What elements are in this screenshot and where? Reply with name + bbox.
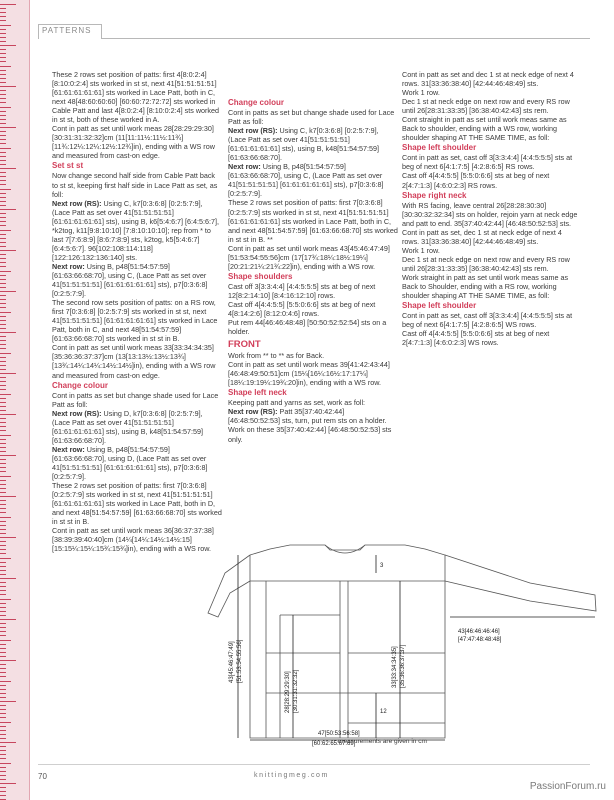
ruler-tick [0, 37, 6, 38]
ruler-tick [0, 152, 6, 153]
ruler-tick [0, 545, 6, 546]
ruler-tick [0, 521, 6, 522]
diagram-caption: measurements are given in cm [338, 738, 427, 745]
ruler-tick [0, 213, 6, 214]
ruler-tick [0, 553, 6, 554]
ruler-tick [0, 16, 6, 17]
ruler-tick [0, 271, 11, 272]
paragraph [52, 445, 222, 481]
ruler-tick [0, 250, 16, 251]
ruler-tick [0, 787, 6, 788]
ruler-tick [0, 176, 6, 177]
row-label: Next row (RS): [52, 408, 102, 418]
ruler-tick [0, 156, 6, 157]
ruler-tick [0, 205, 6, 206]
row-label: Next row: [52, 261, 85, 271]
ruler-tick [0, 230, 11, 231]
watermark: PassionForum.ru [529, 781, 606, 792]
ruler-tick [0, 672, 6, 673]
ruler-tick [0, 107, 11, 108]
ruler-tick [0, 599, 11, 600]
ruler-tick [0, 406, 6, 407]
ruler-tick [0, 78, 6, 79]
dim-width-b: [60:62:65:67:69] [312, 741, 356, 747]
paragraph-text: Using C, k7[0:3:6:8] [0:2:5:7:9], (Lace Patt as set over 41[51:51:51:51] [61:61:61:61:61] sts), using B, k6[5:4:6:7] [6:4:5:6:7], *k2tog, k11[9:8:10:10] [7:8:10:10:10]; rep from * to last 7[7:6:8:9] [8:6:7:8:9] sts, k2tog, k5[5:4:6:7] [6:4:5:6:7]. 96[102:108:114:118] [122:126:132:136:140] sts. [52, 198, 220, 262]
ruler-tick [0, 619, 16, 620]
ruler-tick [0, 49, 6, 50]
section-heading: Shape right neck [402, 190, 467, 200]
ruler-tick [0, 143, 6, 144]
ruler-tick [0, 594, 6, 595]
ruler-tick [0, 713, 6, 714]
ruler-tick [0, 283, 6, 284]
dim-width-a: 47[50:53:56:58] [318, 731, 360, 737]
ruler-tick [0, 443, 6, 444]
ruler-tick [0, 578, 16, 579]
ruler-tick [0, 451, 6, 452]
ruler-tick [0, 566, 6, 567]
ruler-tick [0, 102, 6, 103]
ruler-tick [0, 533, 6, 534]
ruler-tick [0, 377, 6, 378]
ruler-tick [0, 8, 6, 9]
ruler-tick [0, 734, 6, 735]
ruler-tick [0, 94, 6, 95]
paragraph: With RS facing, leave central 26[28:28:30:30] [30:30:32:32:34] sts on holder, rejoin yarn at neck edge and patt to end. 35[37:40:42:44] [46:48:50:52:53] sts. [402, 200, 578, 228]
ruler-tick [0, 660, 16, 661]
section-heading: Shape left neck [228, 388, 287, 398]
paragraph [52, 262, 222, 298]
paragraph: Dec 1 st at neck edge on next row and every RS row until 26[28:31:33:35] [36:38:40:42:43] sts rem. [402, 254, 570, 273]
paragraph: Work from ** to ** as for Back. [228, 351, 325, 361]
ruler-tick [0, 484, 6, 485]
section-heading: Shape left shoulder [402, 143, 477, 153]
paragraph-text: Patt 35[37:40:42:44] [46:48:50:52:53] sts, turn, put rem sts on a holder. Work on these 35[37:40:42:44] [46:48:50:52:53] sts only. [228, 407, 392, 444]
ruler-tick [0, 82, 6, 83]
ruler-tick [0, 172, 6, 173]
ruler-tick [0, 254, 6, 255]
ruler-tick [0, 471, 6, 472]
row-label: Next row (RS): [228, 126, 278, 136]
ruler-tick [0, 496, 16, 497]
paragraph: Work 1 row. [402, 245, 440, 255]
ruler-tick [0, 275, 6, 276]
ruler-tick [0, 779, 6, 780]
ruler-tick [0, 86, 16, 87]
ruler-tick [0, 631, 6, 632]
ruler-tick [0, 385, 6, 386]
paragraph: Work 1 row. [402, 88, 440, 98]
ruler-tick [0, 726, 6, 727]
ruler-tick [0, 221, 6, 222]
schematic-diagram [200, 533, 614, 747]
ruler-tick [0, 127, 16, 128]
ruler-tick [0, 644, 6, 645]
ruler-tick [0, 348, 6, 349]
text-column-3 [402, 70, 578, 347]
ruler-tick [0, 266, 6, 267]
paragraph-text: Using C, k7[0:3:6:8] [0:2:5:7:9], (Lace Patt as set over 41[51:51:51:51] [61:61:61:61:61] sts), using B, k48[51:54:57:59] [61:63:66:68:70]. [228, 126, 380, 163]
ruler-tick [0, 504, 6, 505]
paragraph-text: Using D, k7[0:3:6:8] [0:2:5:7:9], (Lace Patt as set over 41[51:51:51:51] [61:61:61:61:61] sts), using B, k48[51:54:57:59] [61:63:66:68:70]. [52, 408, 204, 445]
ruler-tick [0, 344, 6, 345]
ruler-tick [0, 767, 6, 768]
ruler-tick [0, 61, 6, 62]
ruler-tick [0, 549, 6, 550]
ruler-tick [0, 131, 6, 132]
paragraph-text: Using B, p48[51:54:57:59] [61:63:66:68:70], using D, (Lace Patt as set over 41[51:51:51:51] [61:61:61:61:61] sts), p7[0:3:6:8] [0:2:5:7:9]. [52, 444, 208, 481]
text-column-2 [228, 97, 398, 444]
ruler-tick [0, 701, 16, 702]
ruler-tick [0, 389, 6, 390]
ruler-tick [0, 66, 11, 67]
paragraph: Keeping patt and yarns as set, work as foll: [228, 398, 366, 408]
paragraph: Cont in patt as set until work meas 28[28:29:29:30] [30:31:31:32:32]cm (11[11:11½:11½:11¾] [11¾:12¼:12¼:12½:12¾]in), ending with a WS row and measured from cast-on edge. [52, 124, 215, 161]
ruler-tick [0, 705, 6, 706]
paragraph-text: Using B, p48[51:54:57:59] [61:63:66:68:70], using C, (Lace Patt as set over 41[51:51:51:51] [61:61:61:61:61] sts), p7[0:3:6:8] [0:2:5:7:9]. [52, 261, 208, 299]
dim-small-bottom: 12 [380, 709, 387, 715]
ruler-tick [0, 414, 16, 415]
ruler-tick [0, 135, 6, 136]
ruler-tick [0, 365, 6, 366]
paragraph: Cast off 4[4:4:5:5] [5:5:0:6:6] sts at beg of next 2[4:7:1:3] [4:6:0:2:3] WS rows. [402, 329, 550, 348]
ruler-tick [0, 238, 6, 239]
ruler-tick [0, 217, 6, 218]
paragraph: Put rem 44[46:46:48:48] [50:50:52:52:54] sts on a holder. [228, 318, 387, 337]
footer-rule [38, 764, 590, 765]
ruler-tick [0, 295, 6, 296]
ruler-tick [0, 234, 6, 235]
ruler-tick [0, 754, 6, 755]
paragraph: Now change second half side from Cable Patt back to st st, keeping first half side in Lace Patt as set, as foll: [52, 171, 218, 199]
ruler-tick [0, 246, 6, 247]
ruler-tick [0, 447, 6, 448]
ruler-tick [0, 750, 6, 751]
ruler-tick [0, 648, 6, 649]
section-heading: Change colour [52, 380, 109, 390]
ruler-tick [0, 681, 11, 682]
ruler-tick [0, 139, 6, 140]
ruler-tick [0, 361, 6, 362]
dim-left-height-b: [51:53:54:55:56] [237, 639, 243, 683]
paragraph [52, 199, 222, 262]
ruler-tick [0, 738, 6, 739]
paragraph: Cont in patt as set until work meas 43[45:46:47:49] [51:53:54:55:56]cm (17[17¾:18¼:18½:19¼] [20:21:21¼:21¾:22]in), ending with a WS row. [228, 243, 390, 271]
ruler-tick [0, 168, 16, 169]
page-number: 70 [38, 772, 47, 781]
ruler-tick [0, 357, 6, 358]
ruler-tick [0, 771, 6, 772]
section-heading: Shape shoulders [228, 271, 293, 281]
ruler-tick [0, 582, 6, 583]
ruler-tick [0, 709, 6, 710]
ruler-tick [0, 398, 6, 399]
ruler-tick [0, 303, 6, 304]
ruler-tick [0, 197, 6, 198]
paragraph: These 2 rows set position of patts: first 7[0:3:6:8] [0:2:5:7:9] sts worked in st st, next 41[51:51:51:51] [61:61:61:61:61] sts worked in Lace Patt, both in C, and next 48[51:54:57:59] [61:63:66:68:70] sts worked in st st in B. ** [228, 198, 398, 244]
ruler-tick [0, 676, 6, 677]
ruler-tick [0, 180, 6, 181]
ruler-tick [0, 119, 6, 120]
measuring-ruler [0, 0, 30, 800]
dim-sleeve-b: [47:47:48:48:48] [458, 637, 502, 643]
dim-mid-height-b: [35:36:36:37:37] [400, 644, 406, 688]
paragraph: Cont in patt as set and dec 1 st at neck edge of next 4 rows. 31[33:36:38:40] [42:44:46:48:49] sts. [402, 70, 574, 89]
ruler-tick [0, 193, 6, 194]
ruler-tick [0, 730, 6, 731]
ruler-tick [0, 435, 11, 436]
ruler-tick [0, 763, 11, 764]
ruler-tick [0, 512, 6, 513]
body-outline [250, 545, 445, 738]
ruler-tick [0, 328, 6, 329]
paragraph: The second row sets position of patts: on a RS row, first 7[0:3:6:8] [0:2:5:7:9] sts worked in st st, next 41[51:51:51:51] [61:61:61:61:61] sts worked in Lace Patt, both in C, and next 48[51:54:57:59] [61:63:66:68:70] sts worked in st st in B. [52, 298, 218, 344]
paragraph: Cont in patt as set, dec 1 st at neck edge of next 4 rows. 31[33:36:38:40] [42:44:46:48:49] sts. [402, 227, 562, 246]
ruler-tick [0, 279, 6, 280]
ruler-tick [0, 603, 6, 604]
ruler-tick [0, 615, 6, 616]
ruler-tick [0, 184, 6, 185]
ruler-tick [0, 115, 6, 116]
paragraph: Cont in patts as set but change shade used for Lace Patt as foll: [52, 390, 219, 409]
paragraph: Cont in patt as set, cast off 3[3:3:4:4] [4:4:5:5:5] sts at beg of next 6[4:1:7:5] [4:2:8:6:5] WS rows. [402, 311, 573, 330]
dim-small-top: 3 [380, 563, 384, 569]
ruler-tick [0, 656, 6, 657]
ruler-tick [0, 570, 6, 571]
paragraph: Cont in patt as set until work meas 39[41:42:43:44] [46:48:49:50:51]cm (15¼[16¼:16½:17:17¼] [18¼:19:19¼:19¾:20]in), ending with a WS row. [228, 360, 390, 388]
ruler-tick [0, 33, 6, 34]
ruler-tick [0, 291, 16, 292]
paragraph: Work straight in patt as set until work meas same as Back to Shoulder, ending with a RS row, working shoulder shaping AT THE SAME TIME, as foll: [402, 272, 569, 301]
ruler-tick [0, 689, 6, 690]
ruler-tick [0, 90, 6, 91]
ruler-tick [0, 320, 6, 321]
ruler-tick [0, 746, 6, 747]
dim-inner-height-b: [30:31:31:32:32] [293, 669, 299, 713]
ruler-tick [0, 635, 6, 636]
ruler-tick [0, 258, 6, 259]
ruler-tick [0, 455, 16, 456]
ruler-tick [0, 517, 11, 518]
ruler-tick [0, 467, 6, 468]
ruler-tick [0, 332, 16, 333]
ruler-tick [0, 41, 6, 42]
paragraph [228, 407, 398, 443]
dim-left-height-a: 43[45:46:47:49] [229, 641, 235, 683]
ruler-tick [0, 611, 6, 612]
dim-inner-height-a: 28[28:29:29:30] [285, 671, 291, 713]
neck-curve [325, 545, 365, 553]
ruler-tick [0, 693, 6, 694]
paragraph: Dec 1 st at neck edge on next row and every RS row until 26[28:31:33:35] [36:38:40:42:43] sts rem. [402, 97, 570, 116]
ruler-tick [0, 664, 6, 665]
ruler-tick [0, 791, 6, 792]
left-sleeve [208, 555, 250, 617]
ruler-tick [0, 685, 6, 686]
section-heading: Shape left shoulder [402, 301, 477, 311]
ruler-tick [0, 98, 6, 99]
ruler-tick [0, 262, 6, 263]
ruler-tick [0, 459, 6, 460]
paragraph [228, 126, 398, 162]
paragraph: These 2 rows set position of patts: first 4[8:0:2:4] [8:10:0:2:4] sts worked in st st, next 41[51:51:51:51] [61:61:61:61:61] sts worked in Lace Patt, both in C, next 48[48:60:60:60] [60:60:72:72:72] sts worked in Cable Patt and last 4[8:0:2:4] [8:10:0:2:4] sts worked in st st, both of these worked in A. [52, 70, 220, 125]
ruler-tick [0, 201, 6, 202]
ruler-tick [0, 652, 6, 653]
ruler-tick [0, 353, 11, 354]
ruler-tick [0, 722, 11, 723]
row-label: Next row (RS): [52, 198, 102, 208]
row-label: Next row: [52, 444, 85, 454]
ruler-tick [0, 164, 6, 165]
ruler-tick [0, 500, 6, 501]
ruler-tick [0, 74, 6, 75]
ruler-tick [0, 340, 6, 341]
section-label: PATTERNS [42, 26, 92, 35]
paragraph: Cont in patt as set until work meas 33[33:34:34:35] [35:36:36:37:37]cm (13[13:13½:13½:13¾] [13¾:14¼:14¼:14½:14½]in), ending with a WS row and measured from cast-on edge. [52, 343, 216, 380]
ruler-tick [0, 492, 6, 493]
dim-mid-height-a: 33[33:34:34:35] [392, 646, 398, 688]
section-heading: Set st st [52, 161, 84, 171]
ruler-tick [0, 463, 6, 464]
section-heading: FRONT [228, 339, 261, 351]
row-label: Next row: [228, 162, 261, 172]
ruler-tick [0, 70, 6, 71]
ruler-tick [0, 426, 6, 427]
paragraph: Cont in patt as set, cast off 3[3:3:4:4] [4:4:5:5:5] sts at beg of next 6[4:1:7:5] [4:2:8:6:5] RS rows. [402, 153, 573, 172]
ruler-tick [0, 242, 6, 243]
paragraph [228, 162, 398, 198]
ruler-tick [0, 324, 6, 325]
ruler-tick [0, 476, 11, 477]
paragraph: These 2 rows set position of patts: first 7[0:3:6:8] [0:2:5:7:9] sts worked in st st, next 41[51:51:51:51] [61:61:61:61:61] sts worked in Lace Patt, both in D, and next 48[51:54:57:59] [61:63:66:68:70] sts worked in st st in B. [52, 481, 222, 527]
ruler-tick [0, 20, 6, 21]
ruler-tick [0, 45, 16, 46]
paragraph: Cont in patt as set until work meas 36[36:37:37:38] [38:39:39:40:40]cm (14¼[14¼:14½:14½:15] [15:15¼:15¼:15¾:15¾]in), ending with a WS row. [52, 526, 214, 554]
ruler-tick [0, 640, 11, 641]
ruler-tick [0, 627, 6, 628]
ruler-tick [0, 795, 6, 796]
ruler-tick [0, 307, 6, 308]
ruler-tick [0, 574, 6, 575]
text-column-1 [52, 70, 222, 553]
ruler-tick [0, 430, 6, 431]
ruler-tick [0, 287, 6, 288]
right-sleeve [445, 555, 596, 611]
ruler-tick [0, 418, 6, 419]
ruler-tick [0, 57, 6, 58]
ruler-tick [0, 607, 6, 608]
ruler-tick [0, 422, 6, 423]
ruler-tick [0, 562, 6, 563]
paragraph [52, 409, 222, 445]
ruler-tick [0, 402, 6, 403]
ruler-tick [0, 717, 6, 718]
paragraph: Cast off 4[4:4:5:5] [5:5:0:6:6] sts at beg of next 2[4:7:1:3] [4:6:0:2:3] RS rows. [402, 171, 550, 190]
ruler-tick [0, 783, 16, 784]
ruler-tick [0, 623, 6, 624]
ruler-tick [0, 775, 6, 776]
ruler-tick [0, 586, 6, 587]
ruler-tick [0, 394, 11, 395]
ruler-tick [0, 160, 6, 161]
ruler-tick [0, 488, 6, 489]
ruler-tick [0, 316, 6, 317]
ruler-tick [0, 439, 6, 440]
ruler-tick [0, 537, 16, 538]
ruler-tick [0, 25, 11, 26]
section-heading: Change colour [228, 98, 285, 107]
ruler-tick [0, 299, 6, 300]
ruler-tick [0, 742, 16, 743]
ruler-tick [0, 668, 6, 669]
ruler-tick [0, 312, 11, 313]
ruler-tick [0, 53, 6, 54]
paragraph: Cont in patts as set but change shade used for Lace Patt as foll: [228, 108, 395, 127]
ruler-tick [0, 336, 6, 337]
ruler-tick [0, 541, 6, 542]
ruler-tick [0, 225, 6, 226]
paragraph-text: Using B, p48[51:54:57:59] [61:63:66:68:70], using C, (Lace Patt as set over 41[51:51:51:51] [61:61:61:61:61] sts), p7[0:3:6:8] [0:2:5:7:9]. [228, 162, 384, 199]
ruler-tick [0, 12, 6, 13]
ruler-tick [0, 480, 6, 481]
ruler-tick [0, 369, 6, 370]
ruler-tick [0, 123, 6, 124]
ruler-tick [0, 381, 6, 382]
ruler-tick [0, 4, 16, 5]
ruler-tick [0, 111, 6, 112]
row-label: Next row (RS): [228, 407, 278, 417]
ruler-tick [0, 529, 6, 530]
dim-sleeve-a: 43[46:46:46:46] [458, 629, 500, 635]
site-name: knittingmeg.com [254, 772, 329, 779]
ruler-tick [0, 697, 6, 698]
paragraph: Cast off 3[3:3:4:4] [4:4:5:5:5] sts at beg of next 12[8:2:14:10] [8:4:16:12:10] rows. [228, 281, 376, 300]
ruler-tick [0, 410, 6, 411]
ruler-tick [0, 558, 11, 559]
ruler-tick [0, 189, 11, 190]
ruler-tick [0, 590, 6, 591]
paragraph: Cont straight in patt as set until work meas same as Back to shoulder, ending with a WS row, working shoulder shaping AT THE SAME TIME, as foll: [402, 115, 567, 143]
ruler-tick [0, 209, 16, 210]
ruler-tick [0, 29, 6, 30]
header-rule [38, 38, 590, 39]
ruler-tick [0, 525, 6, 526]
ruler-tick [0, 508, 6, 509]
ruler-tick [0, 373, 16, 374]
paragraph: Cast off 4[4:4:5:5] [5:5:0:6:6] sts at beg of next 4[8:14:2:6] [8:12:0:4:6] rows. [228, 299, 376, 318]
ruler-tick [0, 758, 6, 759]
ruler-tick [0, 148, 11, 149]
